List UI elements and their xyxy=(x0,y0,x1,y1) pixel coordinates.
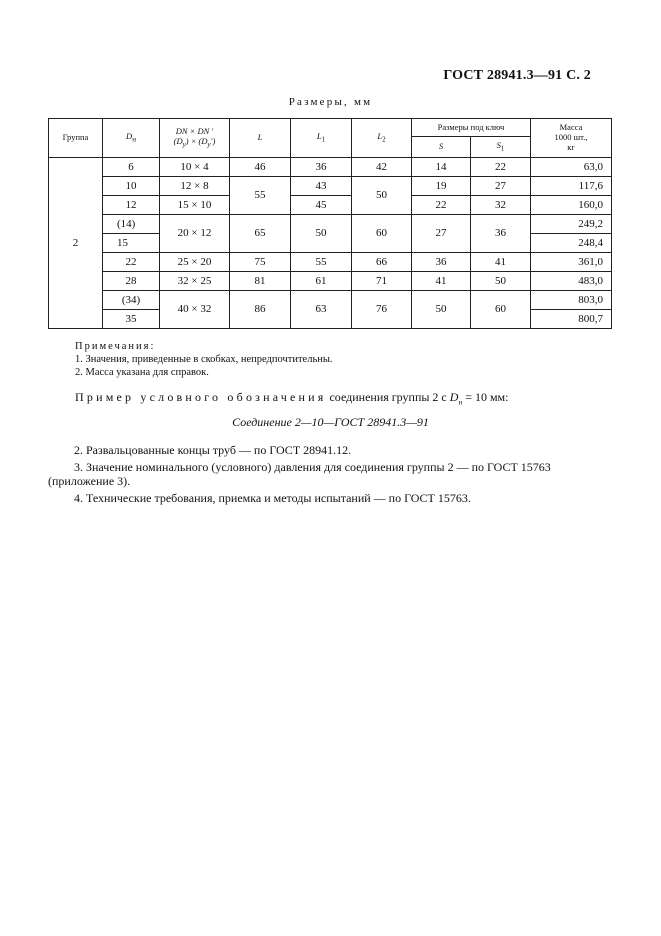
cell-dndn: 12 × 8 xyxy=(160,177,230,196)
cell-mass: 800,7 xyxy=(531,310,612,329)
cell-l1: 45 xyxy=(291,196,352,215)
cell-mass: 483,0 xyxy=(531,272,612,291)
header-l: L xyxy=(230,119,291,158)
header-wrench-sizes: Размеры под ключ xyxy=(412,119,531,137)
cell-mass: 249,2 xyxy=(531,215,612,234)
group-cell: 2 xyxy=(49,158,103,329)
cell-dn: 15 xyxy=(103,234,160,253)
cell-dn: 28 xyxy=(103,272,160,291)
cell-dndn: 10 × 4 xyxy=(160,158,230,177)
cell-dn: 12 xyxy=(103,196,160,215)
page-header-gost: ГОСТ 28941.3—91 С. 2 xyxy=(443,68,591,83)
cell-mass: 117,6 xyxy=(531,177,612,196)
header-l2: $L_2$ xyxy=(352,119,412,158)
header-mass: Масса 1000 шт., кг xyxy=(531,119,612,158)
cell-l: 81 xyxy=(230,272,291,291)
cell-l2: 60 xyxy=(352,215,412,253)
cell-dn: 35 xyxy=(103,310,160,329)
body-paragraphs xyxy=(48,443,611,508)
cell-s: 36 xyxy=(412,253,471,272)
header-s1: $S_1$ xyxy=(471,137,531,158)
cell-s1: 41 xyxy=(471,253,531,272)
cell-s: 50 xyxy=(412,291,471,329)
cell-s1: 36 xyxy=(471,215,531,253)
header-dn: $D_н$ xyxy=(103,119,160,158)
cell-mass: 63,0 xyxy=(531,158,612,177)
cell-l2: 50 xyxy=(352,177,412,215)
notes-title: Примечания: xyxy=(75,341,156,352)
cell-s1: 22 xyxy=(471,158,531,177)
table-caption: Размеры, мм xyxy=(288,96,373,108)
notes-block xyxy=(75,340,333,379)
cell-l2: 66 xyxy=(352,253,412,272)
cell-dn: 6 xyxy=(103,158,160,177)
table-row xyxy=(49,253,612,272)
paragraph: 4. Технические требования, приемка и методы испытаний — по ГОСТ 15763. xyxy=(74,491,471,505)
cell-mass: 361,0 xyxy=(531,253,612,272)
cell-dn: 10 xyxy=(103,177,160,196)
cell-s1: 60 xyxy=(471,291,531,329)
cell-l1: 63 xyxy=(291,291,352,329)
cell-s1: 27 xyxy=(471,177,531,196)
cell-dn: 22 xyxy=(103,253,160,272)
cell-dndn: 20 × 12 xyxy=(160,215,230,253)
cell-l: 65 xyxy=(230,215,291,253)
header-dn-dn: DN × DN ′ $(D_y) \times (D_y')$ xyxy=(160,119,230,158)
cell-s: 22 xyxy=(412,196,471,215)
header-group: Группа xyxy=(49,119,103,158)
cell-l1: 36 xyxy=(291,158,352,177)
cell-s: 19 xyxy=(412,177,471,196)
paragraph: 3. Значение номинального (условного) давления для соединения группы 2 — по ГОСТ 15763 (приложение 3). xyxy=(48,460,551,488)
cell-dndn: 32 × 25 xyxy=(160,272,230,291)
cell-dn: (34) xyxy=(103,291,160,310)
cell-dndn: 15 × 10 xyxy=(160,196,230,215)
paragraph: 2. Развальцованные концы труб — по ГОСТ 28941.12. xyxy=(74,443,352,457)
cell-s: 14 xyxy=(412,158,471,177)
cell-mass: 160,0 xyxy=(531,196,612,215)
cell-l1: 50 xyxy=(291,215,352,253)
connection-designation: Соединение 2—10—ГОСТ 28941.3—91 xyxy=(232,415,429,429)
cell-dn: (14) xyxy=(103,215,160,234)
cell-l1: 43 xyxy=(291,177,352,196)
cell-mass: 248,4 xyxy=(531,234,612,253)
cell-s1: 32 xyxy=(471,196,531,215)
cell-s: 27 xyxy=(412,215,471,253)
dimensions-table xyxy=(48,118,612,329)
cell-l2: 42 xyxy=(352,158,412,177)
cell-l: 86 xyxy=(230,291,291,329)
table-row xyxy=(49,215,612,234)
cell-l1: 55 xyxy=(291,253,352,272)
designation-example: Пример условного обозначения соединения группы 2 с $D_н = 10$ мм: xyxy=(75,390,509,407)
cell-l: 75 xyxy=(230,253,291,272)
table-row xyxy=(49,158,612,177)
table-row xyxy=(49,177,612,196)
header-s: S xyxy=(412,137,471,158)
cell-mass: 803,0 xyxy=(531,291,612,310)
cell-l: 55 xyxy=(230,177,291,215)
cell-l2: 76 xyxy=(352,291,412,329)
table-row xyxy=(49,196,612,215)
table-row xyxy=(49,291,612,310)
table-row xyxy=(49,272,612,291)
header-l1: $L_1$ xyxy=(291,119,352,158)
note-item: 1. Значения, приведенные в скобках, непредпочтительны. xyxy=(75,354,333,365)
cell-s: 41 xyxy=(412,272,471,291)
cell-l2: 71 xyxy=(352,272,412,291)
cell-s1: 50 xyxy=(471,272,531,291)
cell-l: 46 xyxy=(230,158,291,177)
cell-dndn: 25 × 20 xyxy=(160,253,230,272)
note-item: 2. Масса указана для справок. xyxy=(75,367,209,378)
cell-l1: 61 xyxy=(291,272,352,291)
cell-dndn: 40 × 32 xyxy=(160,291,230,329)
